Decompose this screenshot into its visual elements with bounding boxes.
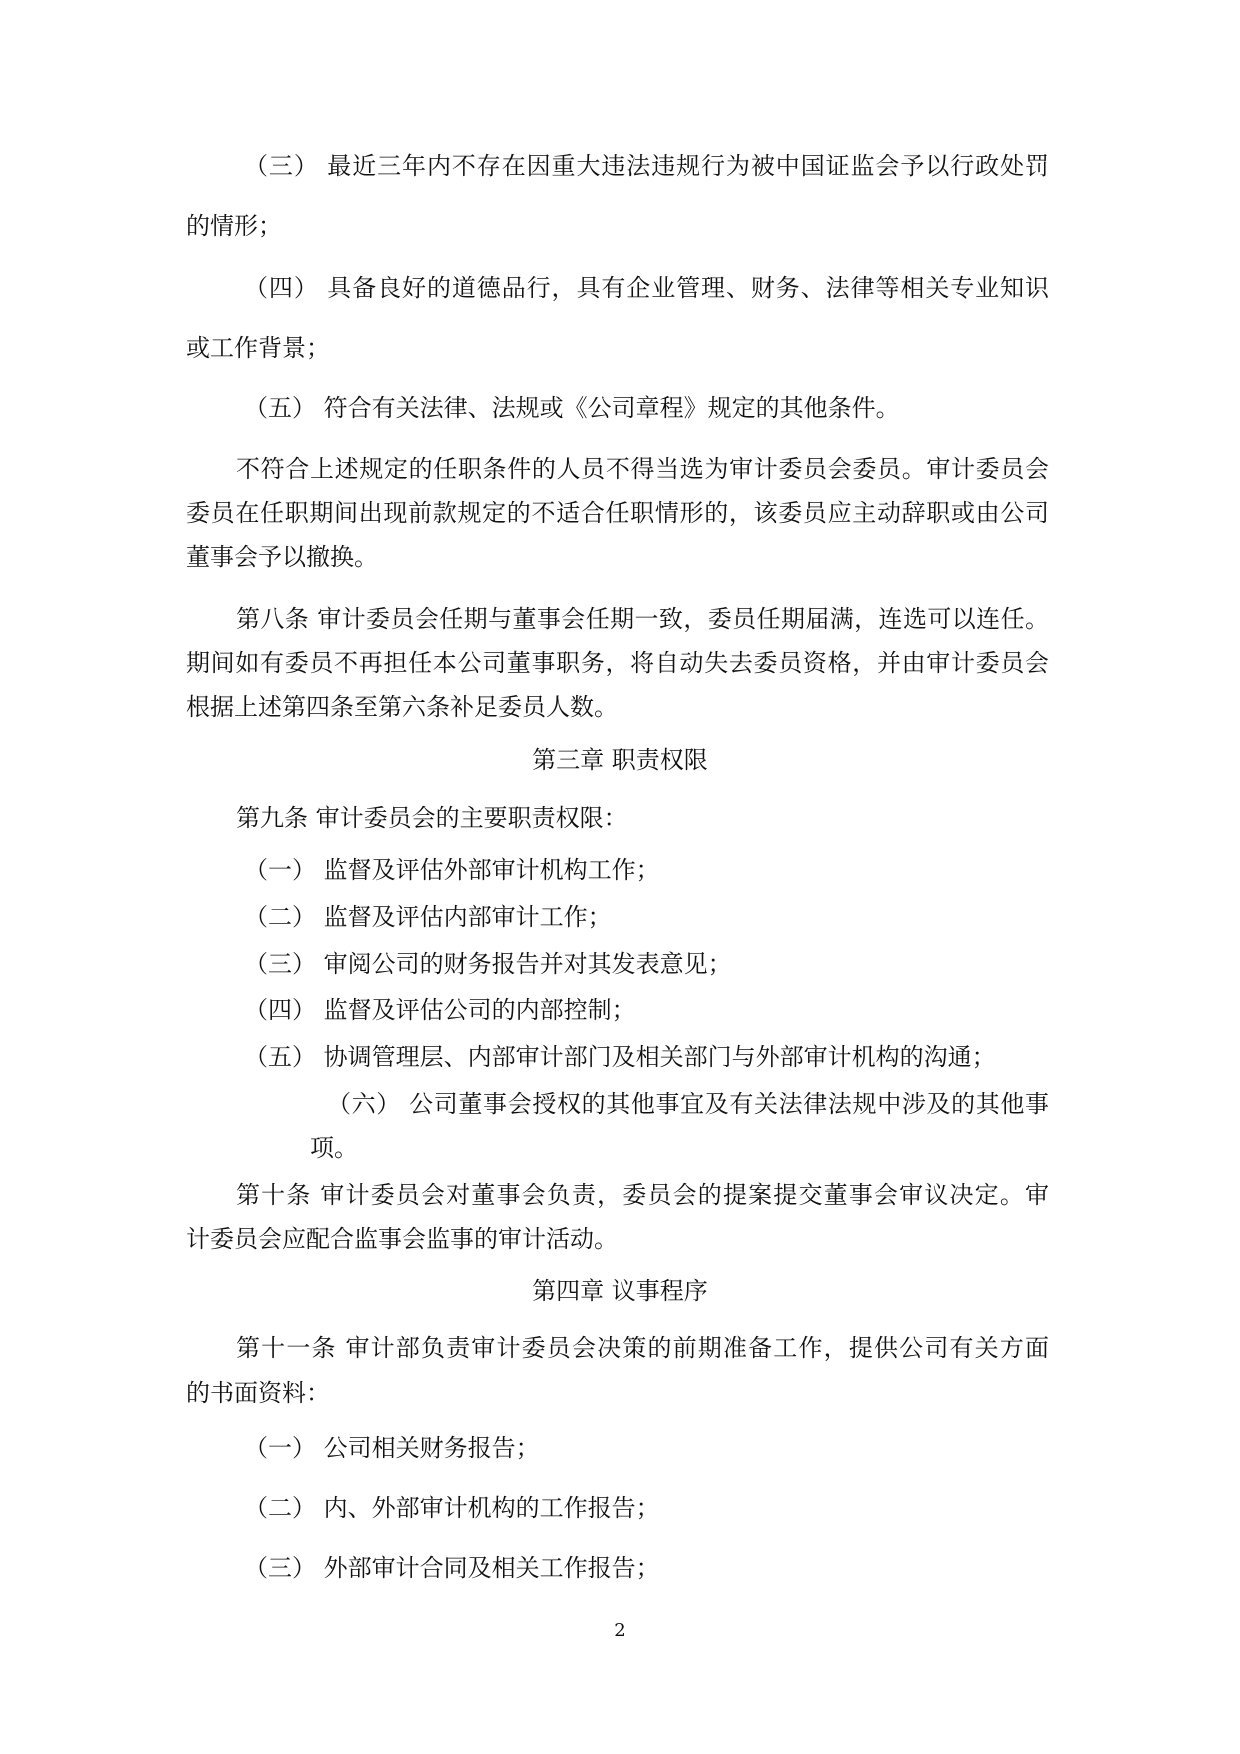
list-item: （二） 监督及评估内部审计工作； xyxy=(244,903,612,931)
text-line: 董事会予以撤换。 xyxy=(186,543,378,571)
text-line: 第九条 审计委员会的主要职责权限： xyxy=(236,804,628,832)
text-line: 不符合上述规定的任职条件的人员不得当选为审计委员会委员。审计委员会 xyxy=(236,455,1049,483)
text-line: 第十一条 审计部负责审计委员会决策的前期准备工作，提供公司有关方面 xyxy=(236,1334,1049,1362)
list-item: （四） 监督及评估公司的内部控制； xyxy=(244,996,636,1024)
list-item: （一） 监督及评估外部审计机构工作； xyxy=(244,856,660,884)
text-line: 委员在任职期间出现前款规定的不适合任职情形的，该委员应主动辞职或由公司 xyxy=(186,499,1049,527)
text-line: 或工作背景； xyxy=(186,334,330,362)
list-item: 项。 xyxy=(310,1134,358,1162)
list-item: （一） 公司相关财务报告； xyxy=(244,1434,540,1462)
text-line: 第十条 审计委员会对董事会负责，委员会的提案提交董事会审议决定。审 xyxy=(236,1181,1049,1209)
text-line: 第八条 审计委员会任期与董事会任期一致，委员任期届满，连选可以连任。 xyxy=(236,605,1049,633)
text-line: 的情形； xyxy=(186,212,282,240)
page-number: 2 xyxy=(614,1620,626,1641)
list-item: （三） 审阅公司的财务报告并对其发表意见； xyxy=(244,950,732,978)
text-line: 计委员会应配合监事会监事的审计活动。 xyxy=(186,1225,618,1253)
text-line: 根据上述第四条至第六条补足委员人数。 xyxy=(186,693,618,721)
text-line: 期间如有委员不再担任本公司董事职务，将自动失去委员资格，并由审计委员会 xyxy=(186,649,1049,677)
text-line: 的书面资料： xyxy=(186,1379,330,1407)
list-item: （五） 协调管理层、内部审计部门及相关部门与外部审计机构的沟通； xyxy=(244,1043,996,1071)
chapter-heading: 第三章 职责权限 xyxy=(532,746,708,774)
list-item: （二） 内、外部审计机构的工作报告； xyxy=(244,1494,660,1522)
text-line: （四） 具备良好的道德品行，具有企业管理、财务、法律等相关专业知识 xyxy=(244,274,1049,302)
chapter-heading: 第四章 议事程序 xyxy=(532,1277,708,1305)
list-item: （六） 公司董事会授权的其他事宜及有关法律法规中涉及的其他事 xyxy=(327,1090,1049,1118)
text-line: （五） 符合有关法律、法规或《公司章程》规定的其他条件。 xyxy=(244,394,900,422)
list-item: （三） 外部审计合同及相关工作报告； xyxy=(244,1554,660,1582)
text-line: （三） 最近三年内不存在因重大违法违规行为被中国证监会予以行政处罚 xyxy=(244,152,1049,180)
